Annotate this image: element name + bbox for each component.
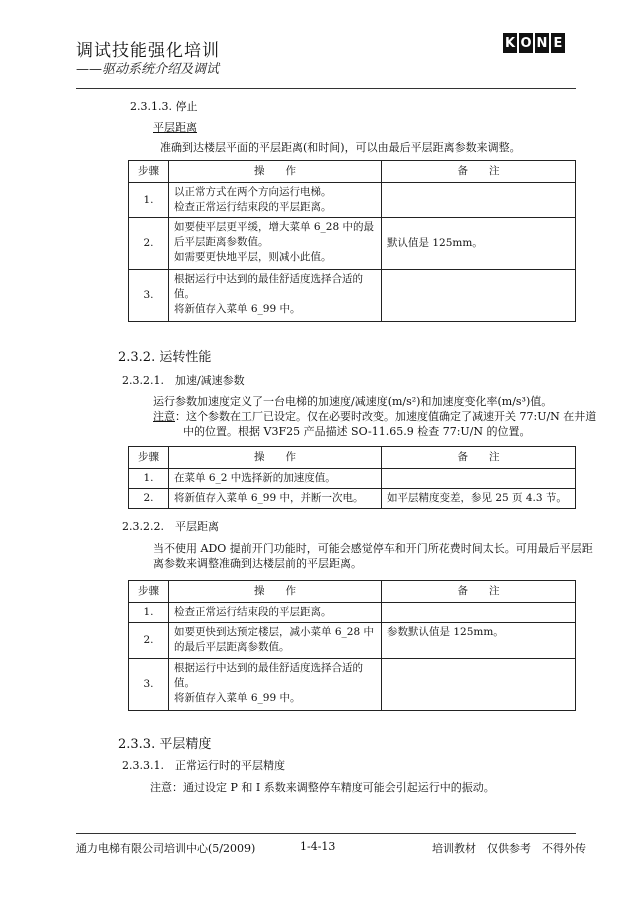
- operation-cell: 将新值存入菜单 6_99 中，并断一次电。: [169, 489, 382, 509]
- document-title: 调试技能强化培训: [76, 41, 220, 61]
- paragraph: 运行参数加速度定义了一台电梯的加速度/减速度(m/s²)和加速度变化率(m/s³)值。: [153, 395, 553, 408]
- logo-letter: E: [551, 33, 565, 53]
- operation-cell: [169, 218, 382, 270]
- note-paragraph: 中的位置。根据 V3F25 产品描述 SO-11.65.9 检查 77:U/N 的位置。: [183, 425, 531, 438]
- logo-letter: O: [519, 33, 533, 53]
- note-label: 注意: [153, 410, 175, 423]
- table-row: [129, 218, 576, 270]
- operation-cell: [169, 270, 382, 322]
- step-cell: 1.: [129, 603, 169, 623]
- subsection-heading: 2.3.3.1. 正常运行时的平层精度: [122, 759, 285, 772]
- header-rule: [76, 88, 576, 89]
- subsection-heading: 平层距离: [153, 121, 197, 134]
- kone-logo: [503, 33, 565, 53]
- section-heading: 2.3.3. 平层精度: [118, 737, 212, 752]
- paragraph: 当不使用 ADO 提前开门功能时，可能会感觉停车和开门所花费时间太长。可用最后平层距: [153, 542, 593, 555]
- steps-table-2: [128, 446, 576, 509]
- operation-line: 根据运行中达到的最佳舒适度选择合适的: [174, 662, 363, 674]
- operation-cell: 在菜单 6_2 中选择新的加速度值。: [169, 469, 382, 489]
- col-header: 步骤: [129, 581, 169, 603]
- logo-letter: K: [503, 33, 517, 53]
- table-row: [129, 469, 576, 489]
- note-cell: [382, 469, 576, 489]
- subsection-heading: 2.3.2.1. 加速/减速参数: [122, 374, 245, 387]
- col-header: 步骤: [129, 161, 169, 183]
- col-header: 备 注: [382, 161, 576, 183]
- section-heading: 2.3.1.3. 停止: [130, 100, 198, 113]
- operation-line: 根据运行中达到的最佳舒适度选择合适的: [174, 273, 363, 285]
- note-cell: [382, 659, 576, 711]
- table-header-row: [129, 447, 576, 469]
- step-cell: 3.: [129, 270, 169, 322]
- subsection-heading: 2.3.2.2. 平层距离: [122, 520, 219, 533]
- note-cell: 默认值是 125mm。: [382, 218, 576, 270]
- footer-company: 通力电梯有限公司培训中心(5/2009): [76, 842, 256, 855]
- operation-cell: [169, 659, 382, 711]
- col-header: 操 作: [169, 161, 382, 183]
- col-header: 备 注: [382, 581, 576, 603]
- operation-line: 后平层距离参数值。: [174, 236, 269, 248]
- operation-line: 的最后平层距离参数值。: [174, 641, 290, 653]
- operation-line: 如要更快到达预定楼层，减小菜单 6_28 中: [174, 626, 374, 638]
- note-cell: 参数默认值是 125mm。: [382, 623, 576, 659]
- note-paragraph: [153, 408, 596, 424]
- step-cell: 2.: [129, 218, 169, 270]
- col-header: 备 注: [382, 447, 576, 469]
- note-paragraph: 注意：通过设定 P 和 I 系数来调整停车精度可能会引起运行中的振动。: [150, 781, 495, 794]
- operation-line: 将新值存入菜单 6_99 中。: [174, 692, 301, 704]
- operation-line: 检查正常运行结束段的平层距离。: [174, 606, 332, 618]
- logo-letter: N: [535, 33, 549, 53]
- col-header: 操 作: [169, 581, 382, 603]
- operation-line: 检查正常运行结束段的平层距离。: [174, 201, 332, 213]
- table-row: [129, 270, 576, 322]
- operation-line: 如要使平层更平缓，增大菜单 6_28 中的最: [174, 221, 374, 233]
- operation-cell: [169, 623, 382, 659]
- operation-line: 值。: [174, 677, 195, 689]
- paragraph: 准确到达楼层平面的平层距离(和时间)，可以由最后平层距离参数来调整。: [160, 141, 521, 154]
- steps-table-3: [128, 580, 576, 711]
- table-header-row: [129, 581, 576, 603]
- step-cell: 2.: [129, 489, 169, 509]
- note-text: ：这个参数在工厂已设定。仅在必要时改变。加速度值确定了减速开关 77:U/N 在井道: [175, 410, 597, 423]
- document-subtitle: ——驱动系统介绍及调试: [76, 62, 220, 77]
- operation-line: 如需要更快地平层，则减小此值。: [174, 251, 332, 263]
- operation-line: 以正常方式在两个方向运行电梯。: [174, 186, 332, 198]
- table-row: [129, 489, 576, 509]
- step-cell: 2.: [129, 623, 169, 659]
- steps-table-1: [128, 160, 576, 322]
- table-row: [129, 603, 576, 623]
- step-cell: 1.: [129, 183, 169, 218]
- operation-line: 值。: [174, 288, 195, 300]
- table-row: [129, 183, 576, 218]
- table-row: [129, 659, 576, 711]
- col-header: 步骤: [129, 447, 169, 469]
- operation-line: 将新值存入菜单 6_99 中。: [174, 303, 301, 315]
- step-cell: 3.: [129, 659, 169, 711]
- section-heading: 2.3.2. 运转性能: [118, 350, 212, 365]
- table-header-row: [129, 161, 576, 183]
- note-cell: [382, 270, 576, 322]
- paragraph: 离参数来调整准确到达楼层前的平层距离。: [153, 557, 362, 570]
- note-cell: [382, 183, 576, 218]
- table-row: [129, 623, 576, 659]
- operation-cell: [169, 183, 382, 218]
- operation-cell: [169, 603, 382, 623]
- note-cell: [382, 603, 576, 623]
- note-cell: 如平层精度变差，参见 25 页 4.3 节。: [382, 489, 576, 509]
- step-cell: 1.: [129, 469, 169, 489]
- footer-notice: 培训教材 仅供参考 不得外传: [432, 842, 586, 855]
- col-header: 操 作: [169, 447, 382, 469]
- page-number: 1-4-13: [300, 840, 336, 853]
- footer-rule: [76, 833, 576, 834]
